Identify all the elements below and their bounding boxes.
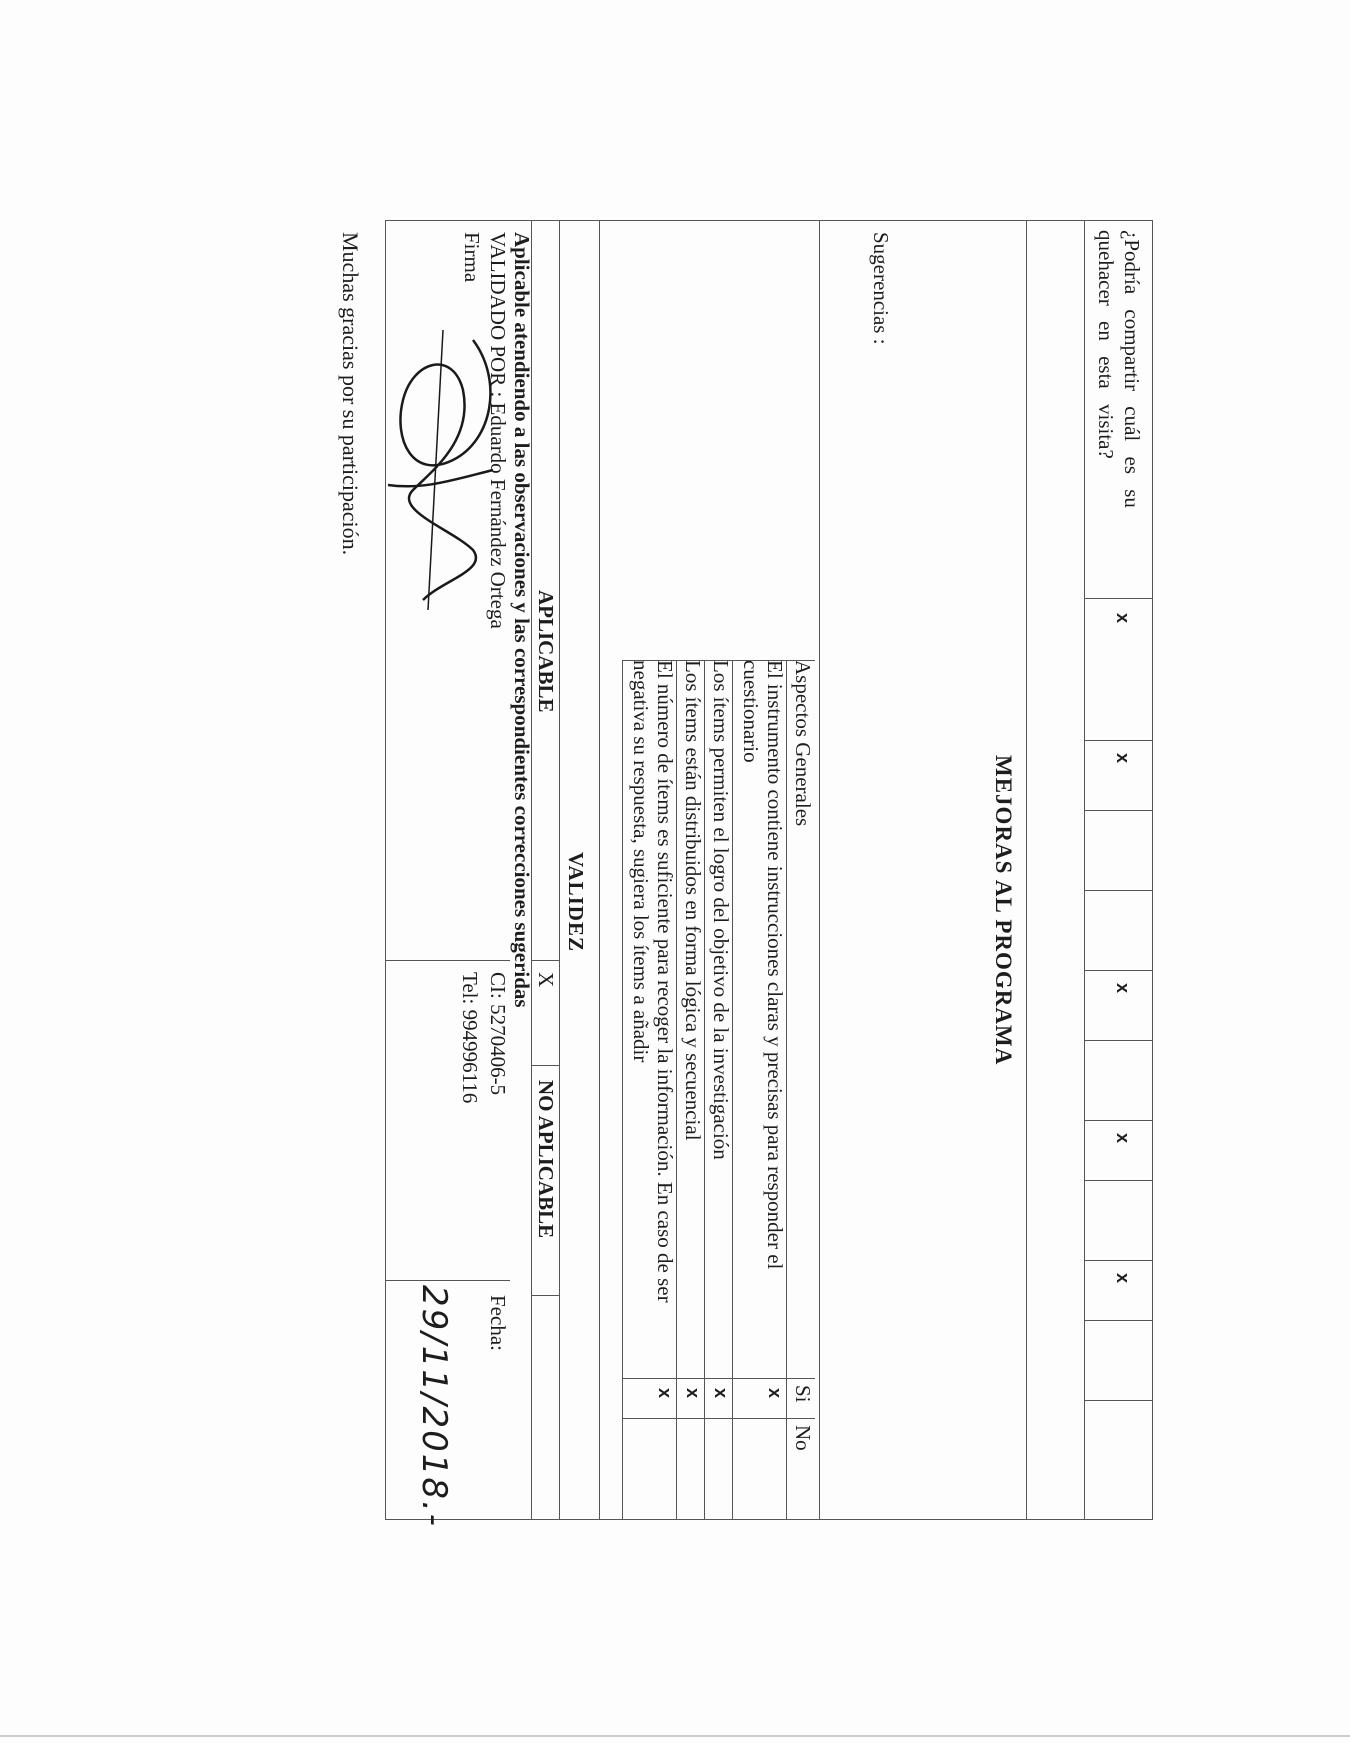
question-label: ¿Podría compartir cuál es su quehacer en esta visita? <box>1094 230 1144 508</box>
aspect-item-yes: x <box>765 1388 785 1399</box>
question-row <box>1084 220 1153 1520</box>
mejoras-title: MEJORAS AL PROGRAMA <box>991 755 1016 1066</box>
aspect-item-yes: x <box>683 1388 703 1399</box>
question-mark-2: x <box>1113 753 1133 764</box>
aplicable-mark: X <box>534 972 558 988</box>
question-mark-1: x <box>1113 613 1133 624</box>
aspect-item-yes: x <box>655 1388 675 1399</box>
firma-label: Firma <box>460 232 484 283</box>
no-header: No <box>791 1425 815 1451</box>
fecha-value: 29/11/2018.- <box>414 1285 454 1529</box>
question-mark-5: x <box>1113 1273 1133 1284</box>
aspect-item-text: El número de ítems es suficiente para recoger la información. En caso de ser negativa su respuesta, sugiera los ítems a añadir <box>629 660 677 1303</box>
question-mark-3: x <box>1113 983 1133 994</box>
suggestions-label: Sugerencias : <box>869 232 893 345</box>
aplicable-label: APLICABLE <box>534 590 558 713</box>
validado-por: VALIDADO POR : Eduardo Fernández Ortega <box>486 232 510 629</box>
mejoras-row <box>819 220 1027 1520</box>
thanks-message: Muchas gracias por su participación. <box>338 232 363 556</box>
scan-edge <box>0 1735 1350 1737</box>
validez-title-row <box>559 220 600 1520</box>
yes-header: Si <box>791 1385 815 1403</box>
validez-title: VALIDEZ <box>564 852 588 952</box>
spacer-row <box>1026 220 1085 1520</box>
aspects-header: Aspectos Generales <box>791 660 815 827</box>
fecha-label: Fecha: <box>486 1295 510 1351</box>
aspect-item-text: El instrumento contiene instrucciones claras y precisas para responder el cuestionario <box>739 660 787 1270</box>
aspect-item-text: Los ítems están distribuidos en forma lógica y secuencial <box>681 660 705 1141</box>
question-mark-4: x <box>1113 1133 1133 1144</box>
rotated-form <box>338 220 1153 1529</box>
aspects-band <box>599 220 820 1520</box>
validez-note-row <box>510 220 532 1520</box>
aspect-item-text: Los ítems permiten el logro del objetivo de la investigación <box>709 660 733 1160</box>
validez-note: Aplicable atendiendo a las observaciones y las correspondientes correcciones sugeridas <box>510 232 534 1008</box>
signature-drawing <box>383 320 513 620</box>
ci-number: CI: 5270406-5 <box>486 972 510 1096</box>
no-aplicable-label: NO APLICABLE <box>534 1080 558 1239</box>
validez-options-row <box>531 220 560 1520</box>
aspect-item-yes: x <box>711 1388 731 1399</box>
telephone: Tel: 994996116 <box>458 972 482 1104</box>
